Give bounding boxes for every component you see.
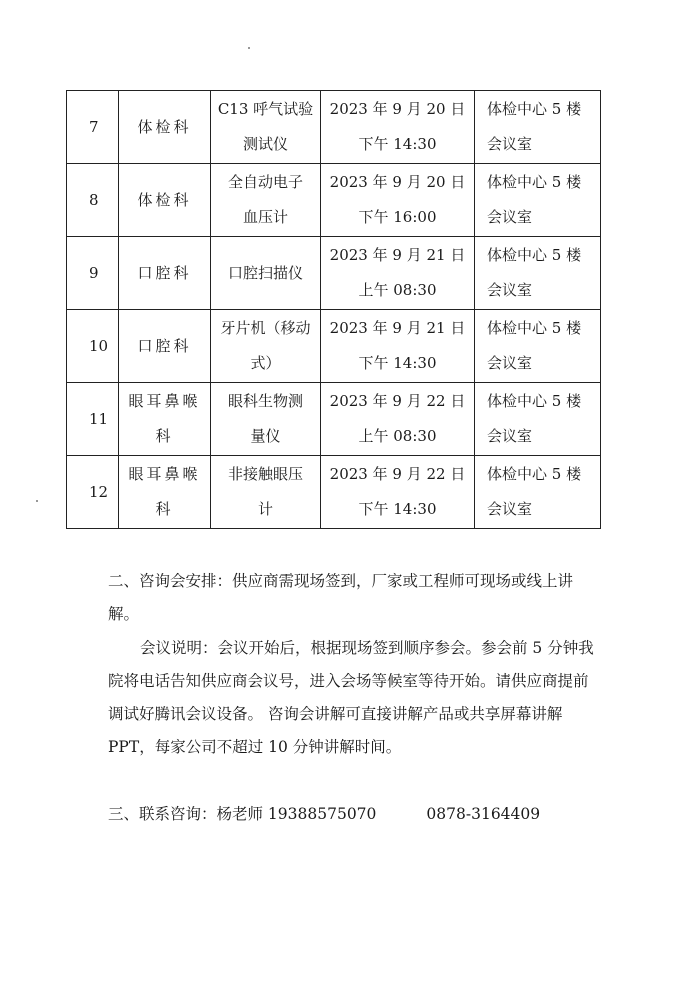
- row-number: 7: [89, 117, 99, 136]
- device-cell: [211, 383, 321, 456]
- department-cell: [119, 164, 211, 237]
- meeting-time: 上午 08:30: [358, 281, 437, 299]
- table-row: [67, 164, 601, 237]
- contact-phone: 0878-3164409: [426, 805, 541, 823]
- device-cell: [211, 456, 321, 529]
- cell-line: 血压计: [242, 208, 288, 226]
- cell-line: 眼科生物测: [227, 392, 303, 410]
- consultation-schedule-table: [66, 90, 601, 529]
- row-number-cell: [67, 164, 119, 237]
- cell-line: 式）: [250, 354, 281, 372]
- scan-speck: [248, 47, 250, 49]
- row-number-cell: [67, 310, 119, 383]
- cell-line: 会议室: [487, 354, 533, 372]
- row-number-cell: [67, 456, 119, 529]
- cell-line: 体检科: [137, 117, 192, 136]
- table-row: [67, 383, 601, 456]
- department-cell: [119, 237, 211, 310]
- cell-line: 量仪: [250, 427, 281, 445]
- datetime-cell: [321, 91, 475, 164]
- datetime-cell: [321, 310, 475, 383]
- table-row: [67, 237, 601, 310]
- cell-line: 眼耳鼻喉: [128, 465, 201, 483]
- cell-line: 口腔科: [137, 336, 192, 355]
- schedule-table-body: [67, 91, 601, 529]
- cell-line: 牙片机（移动: [220, 319, 311, 337]
- meeting-time: 上午 08:30: [358, 427, 437, 445]
- meeting-time: 下午 14:30: [358, 135, 437, 153]
- table-row: [67, 91, 601, 164]
- meeting-date: 2023 年 9 月 20 日: [329, 100, 466, 118]
- cell-line: 口腔扫描仪: [227, 263, 303, 282]
- cell-line: 会议室: [487, 208, 533, 226]
- cell-line: 体检中心 5 楼: [487, 173, 582, 191]
- row-number-cell: [67, 91, 119, 164]
- cell-line: 口腔科: [137, 263, 192, 282]
- meeting-notes: 会议说明：会议开始后，根据现场签到顺序参会。参会前 5 分钟我院将电话告知供应商会议号，进入会场等候室等待开始。请供应商提前调试好腾讯会议设备。 咨询会讲解可直接讲解产品或共享屏幕讲解 PPT，每家公司不超过 10 分钟讲解时间。: [108, 639, 594, 756]
- cell-line: 全自动电子: [227, 173, 303, 191]
- row-number: 11: [89, 409, 109, 428]
- department-cell: [119, 310, 211, 383]
- datetime-cell: [321, 237, 475, 310]
- meeting-time: 下午 14:30: [358, 354, 437, 372]
- meeting-date: 2023 年 9 月 22 日: [329, 392, 466, 410]
- cell-line: 非接触眼压: [227, 465, 303, 483]
- device-cell: [211, 237, 321, 310]
- cell-line: 科: [155, 427, 174, 445]
- cell-line: 计: [257, 500, 273, 518]
- meeting-time: 下午 14:30: [358, 500, 437, 518]
- meeting-time: 下午 16:00: [358, 208, 437, 226]
- row-number: 10: [89, 336, 109, 355]
- row-number: 8: [89, 190, 99, 209]
- location-cell: [475, 237, 601, 310]
- table-row: [67, 310, 601, 383]
- scan-speck: [36, 500, 38, 502]
- device-cell: [211, 310, 321, 383]
- row-number: 9: [89, 263, 99, 282]
- device-cell: [211, 164, 321, 237]
- contact-person: 三、联系咨询：杨老师 19388575070: [108, 805, 377, 823]
- cell-line: 眼耳鼻喉: [128, 392, 201, 410]
- cell-line: 科: [155, 500, 174, 518]
- cell-line: 体检中心 5 楼: [487, 392, 582, 410]
- device-cell: [211, 91, 321, 164]
- location-cell: [475, 310, 601, 383]
- cell-line: 体检中心 5 楼: [487, 465, 582, 483]
- location-cell: [475, 164, 601, 237]
- meeting-date: 2023 年 9 月 22 日: [329, 465, 466, 483]
- cell-line: 体检科: [137, 190, 192, 209]
- cell-line: 体检中心 5 楼: [487, 246, 582, 264]
- location-cell: [475, 456, 601, 529]
- datetime-cell: [321, 456, 475, 529]
- meeting-date: 2023 年 9 月 21 日: [329, 319, 466, 337]
- cell-line: 体检中心 5 楼: [487, 319, 582, 337]
- datetime-cell: [321, 383, 475, 456]
- row-number-cell: [67, 383, 119, 456]
- cell-line: 会议室: [487, 135, 533, 153]
- section-2-heading: 二、咨询会安排：供应商需现场签到，厂家或工程师可现场或线上讲解。: [108, 572, 574, 623]
- cell-line: 会议室: [487, 427, 533, 445]
- location-cell: [475, 91, 601, 164]
- contact-line: [108, 798, 603, 831]
- department-cell: [119, 383, 211, 456]
- meeting-date: 2023 年 9 月 21 日: [329, 246, 466, 264]
- table-row: [67, 456, 601, 529]
- row-number-cell: [67, 237, 119, 310]
- cell-line: 会议室: [487, 281, 533, 299]
- location-cell: [475, 383, 601, 456]
- department-cell: [119, 456, 211, 529]
- cell-line: 会议室: [487, 500, 533, 518]
- meeting-date: 2023 年 9 月 20 日: [329, 173, 466, 191]
- cell-line: 体检中心 5 楼: [487, 100, 582, 118]
- cell-line: 测试仪: [242, 135, 288, 153]
- department-cell: [119, 91, 211, 164]
- datetime-cell: [321, 164, 475, 237]
- row-number: 12: [89, 482, 109, 501]
- cell-line: C13 呼气试验: [217, 100, 314, 118]
